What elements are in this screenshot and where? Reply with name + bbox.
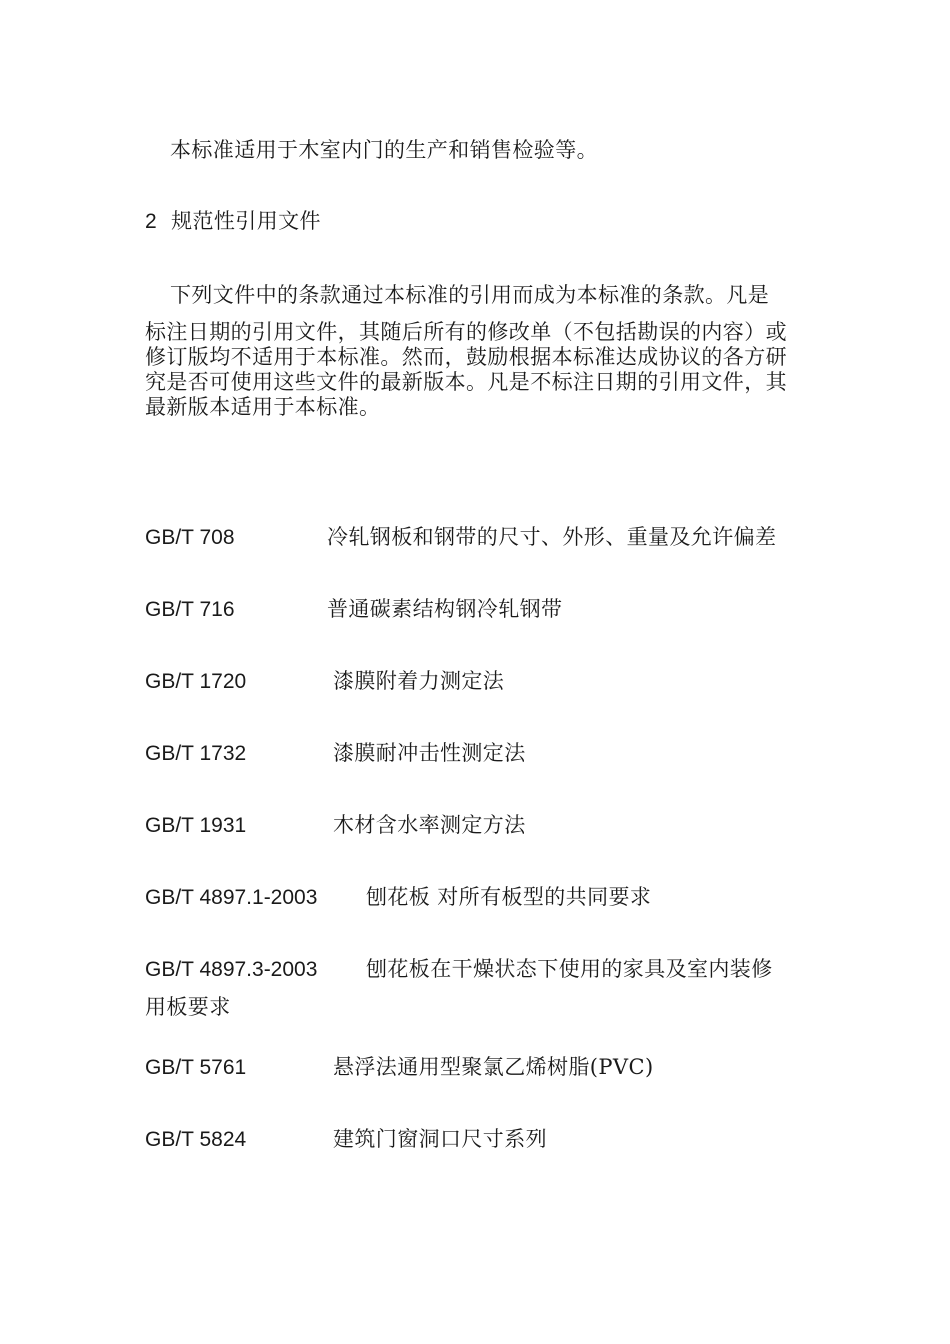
reference-title: 漆膜附着力测定法 (333, 669, 505, 693)
reference-code: GB/T 5824 (145, 1128, 247, 1151)
reference-code: GB/T 4897.1-2003 (145, 886, 318, 909)
normative-paragraph-first-line: 下列文件中的条款通过本标准的引用而成为本标准的条款。凡是 (170, 283, 770, 307)
reference-title: 悬浮法通用型聚氯乙烯树脂(PVC) (333, 1055, 654, 1079)
reference-code: GB/T 5761 (145, 1056, 247, 1079)
reference-title: 建筑门窗洞口尺寸系列 (333, 1127, 547, 1151)
section-title: 规范性引用文件 (171, 209, 321, 233)
reference-code: GB/T 1720 (145, 670, 247, 693)
reference-title: 木材含水率测定方法 (333, 813, 526, 837)
reference-title: 刨花板在干燥状态下使用的家具及室内装修 (366, 957, 773, 981)
normative-paragraph-line: 究是否可使用这些文件的最新版本。凡是不标注日期的引用文件，其 (145, 370, 787, 394)
normative-paragraph-line: 标注日期的引用文件，其随后所有的修改单（不包括勘误的内容）或 (145, 320, 787, 344)
reference-title-continuation: 用板要求 (145, 995, 231, 1019)
scope-sentence: 本标准适用于木室内门的生产和销售检验等。 (170, 138, 598, 162)
reference-code: GB/T 1732 (145, 742, 247, 765)
reference-code: GB/T 1931 (145, 814, 247, 837)
normative-paragraph-line: 修订版均不适用于本标准。然而，鼓励根据本标准达成协议的各方研 (145, 345, 787, 369)
section-number: 2 (145, 210, 158, 233)
reference-code: GB/T 708 (145, 526, 235, 549)
reference-title: 冷轧钢板和钢带的尺寸、外形、重量及允许偏差 (327, 525, 777, 549)
reference-code: GB/T 716 (145, 598, 235, 621)
section-heading (145, 209, 321, 234)
reference-title: 刨花板 对所有板型的共同要求 (366, 885, 652, 909)
normative-paragraph-line: 最新版本适用于本标准。 (145, 395, 381, 419)
reference-code: GB/T 4897.3-2003 (145, 958, 318, 981)
reference-title: 普通碳素结构钢冷轧钢带 (327, 597, 563, 621)
reference-title: 漆膜耐冲击性测定法 (333, 741, 526, 765)
